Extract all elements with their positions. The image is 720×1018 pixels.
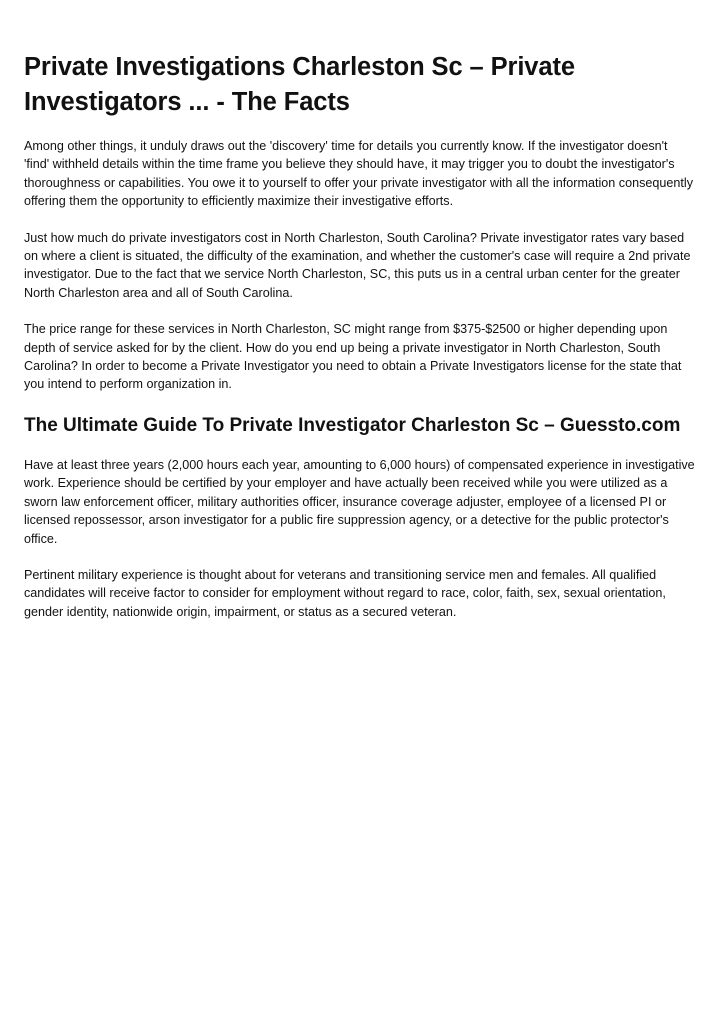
document-page bbox=[24, 50, 696, 639]
intro-paragraph-3: The price range for these services in North Charleston, SC might range from $375-$2500 or higher depending upon depth of service asked for by the client. How do you end up being a private investigator in North Charleston, South Carolina? In order to become a Private Investigator you need to obtain a Private Investigators license for the state that you intend to perform organization in. bbox=[24, 322, 682, 392]
section-paragraph-1: Have at least three years (2,000 hours each year, amounting to 6,000 hours) of compensated experience in investigative work. Experience should be certified by your employer and have actually been received while you were utilized as a sworn law enforcement officer, military authorities officer, insurance coverage adjuster, employee of a licensed PI or licensed repossessor, arson investigator for a public fire suppression agency, or a detective for the public protector's office. bbox=[24, 457, 695, 546]
intro-paragraph-1: Among other things, it unduly draws out the 'discovery' time for details you currently know. If the investigator doesn't 'find' withheld details within the time frame you believe they should have, it may trigger you to doubt the investigator's thoroughness or capabilities. You owe it to yourself to offer your private investigator with all the information consequently offering them the opportunity to efficiently maximize their investigative efforts. bbox=[24, 139, 694, 209]
section-paragraph-2: Pertinent military experience is thought about for veterans and transitioning service men and females. All qualified candidates will receive factor to consider for employment without regard to race, color, faith, sex, sexual orientation, gender identity, nationwide origin, impairment, or status as a secured veteran. bbox=[24, 567, 666, 619]
intro-paragraph-2: Just how much do private investigators cost in North Charleston, South Carolina? Private investigator rates vary based on where a client is situated, the difficulty of the examination, and whether the customer's case will require a 2nd private investigator. Due to the fact that we service North Charleston, SC, this puts us in a central urban center for the greater North Charleston area and all of South Carolina. bbox=[24, 230, 691, 300]
section-heading: The Ultimate Guide To Private Investigator Charleston Sc – Guessto.com bbox=[24, 414, 681, 436]
page-title: Private Investigations Charleston Sc – Private Investigators ... - The Facts bbox=[24, 53, 575, 116]
